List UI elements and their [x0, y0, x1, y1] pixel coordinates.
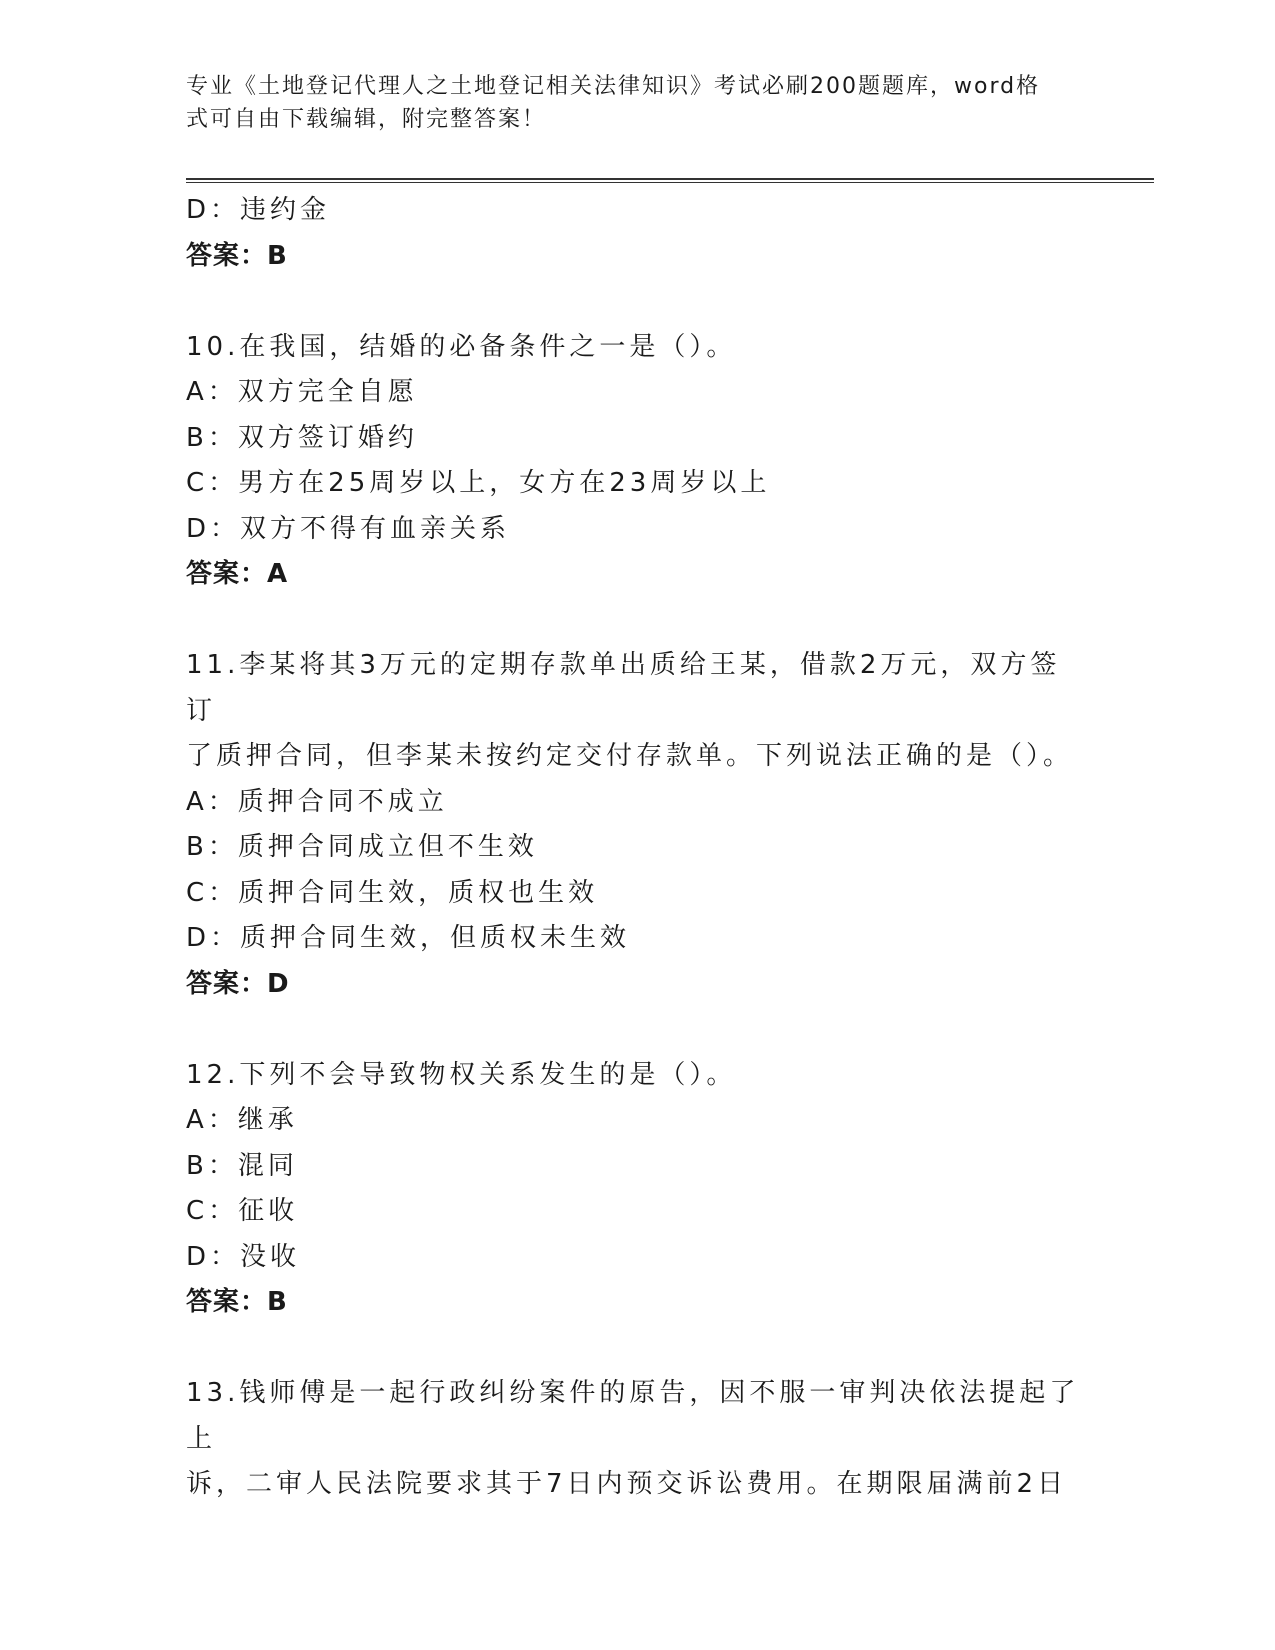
question-stem: 10.在我国，结婚的必备条件之一是（）。 [186, 331, 737, 362]
question-item [186, 325, 1086, 598]
question-stem-cont: 了质押合同，但李某未按约定交付存款单。下列说法正确的是（）。 [186, 741, 1074, 771]
option-b: B：双方签订婚约 [186, 422, 418, 453]
question-stem-cont: 诉，二审人民法院要求其于7日内预交诉讼费用。在期限届满前2日 [186, 1469, 1068, 1499]
spacer [186, 1326, 1086, 1372]
option-c: C：质押合同生效，质权也生效 [186, 877, 599, 908]
question-stem: 11.李某将其3万元的定期存款单出质给王某，借款2万元，双方签订 [186, 650, 1061, 726]
option-d: D：违约金 [186, 195, 331, 225]
question-list [186, 188, 1086, 1508]
document-header [186, 70, 1086, 136]
header-line-2: 式可自由下载编辑，附完整答案！ [186, 107, 547, 132]
option-c: C：男方在25周岁以上，女方在23周岁以上 [186, 468, 771, 498]
option-a: A：质押合同不成立 [186, 786, 448, 817]
spacer [186, 1007, 1086, 1053]
header-line-1: 专业《土地登记代理人之土地登记相关法律知识》考试必刷200题题库，word格 [186, 74, 1041, 99]
option-d: D：双方不得有血亲关系 [186, 513, 511, 544]
answer-line: 答案：A [186, 559, 289, 589]
option-b: B：质押合同成立但不生效 [186, 832, 538, 862]
option-d: D：没收 [186, 1241, 301, 1272]
answer-line: 答案：B [186, 240, 288, 271]
question-stem: 13.钱师傅是一起行政纠纷案件的原告，因不服一审判决依法提起了上 [186, 1378, 1080, 1454]
option-a: A：继承 [186, 1105, 298, 1135]
question-item [186, 1371, 1086, 1508]
question-item [186, 1053, 1086, 1326]
spacer [186, 279, 1086, 325]
option-a: A：双方完全自愿 [186, 377, 418, 407]
option-b: B：混同 [186, 1150, 298, 1181]
header-divider [186, 178, 1154, 183]
answer-line: 答案：D [186, 968, 290, 999]
option-d: D：质押合同生效，但质权未生效 [186, 923, 631, 953]
question-item [186, 643, 1086, 1007]
question-stem: 12.下列不会导致物权关系发生的是（）。 [186, 1059, 737, 1090]
spacer [186, 598, 1086, 644]
option-c: C：征收 [186, 1196, 299, 1226]
answer-line: 答案：B [186, 1287, 288, 1317]
